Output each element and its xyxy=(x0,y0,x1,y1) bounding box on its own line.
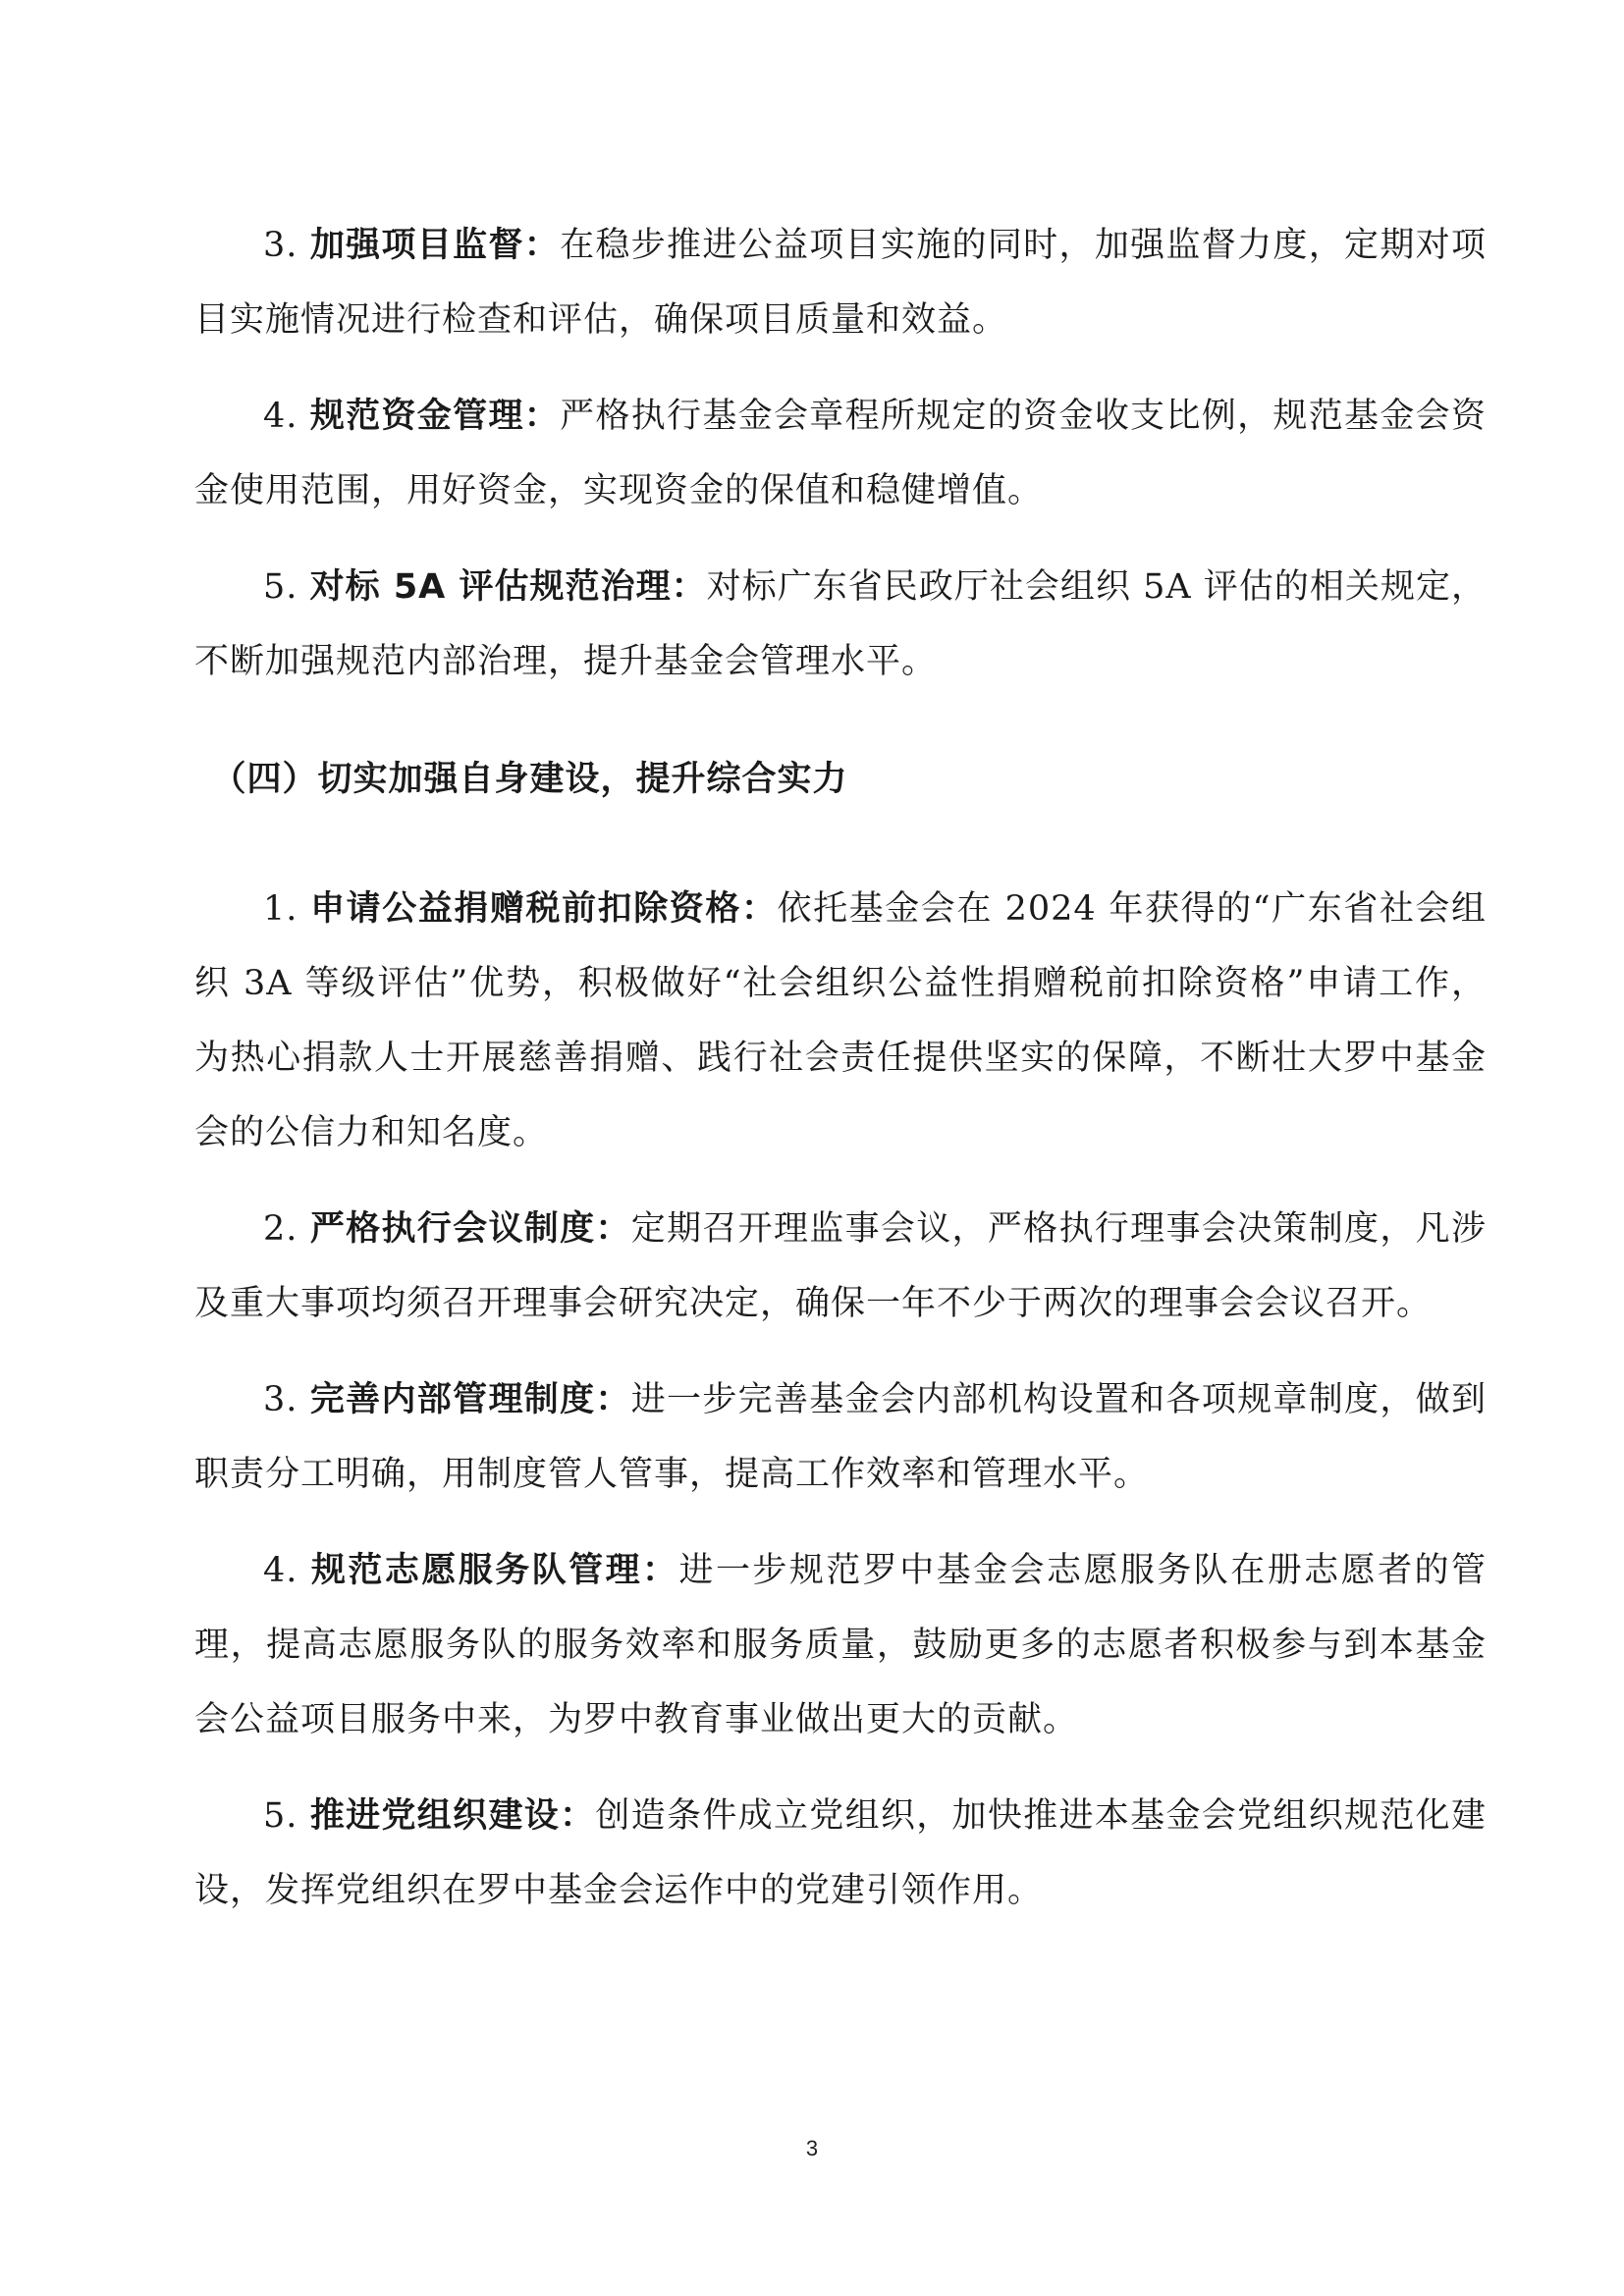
item-text: 依托基金会在 2024 年获得的“广东省社会组织 3A 等级评估”优势，积极做好“社会组织公益性捐赠税前扣除资格”申请工作，为热心捐款人士开展慈善捐赠、践行社会责任提供坚实的保障，不断壮大罗中基金会的公信力和知名度。 xyxy=(194,889,1487,1152)
list-item xyxy=(194,872,1487,1170)
section-heading: （四）切实加强自身建设，提升综合实力 xyxy=(211,760,848,799)
item-text: 在稳步推进公益项目实施的同时，加强监督力度，定期对项目实施情况进行检查和评估，确保项目质量和效益。 xyxy=(194,226,1487,340)
item-lead: 申请公益捐赠税前扣除资格： xyxy=(310,889,778,929)
item-text: 严格执行基金会章程所规定的资金收支比例，规范基金会资金使用范围，用好资金，实现资金的保值和稳健增值。 xyxy=(194,397,1487,510)
item-number: 3. xyxy=(263,1380,298,1419)
item-text: 对标广东省民政厅社会组织 5A 评估的相关规定，不断加强规范内部治理，提升基金会管理水平。 xyxy=(194,567,1487,681)
item-number: 2. xyxy=(263,1209,298,1249)
list-item xyxy=(194,1779,1487,1928)
item-text: 进一步规范罗中基金会志愿服务队在册志愿者的管理，提高志愿服务队的服务效率和服务质量，鼓励更多的志愿者积极参与到本基金会公益项目服务中来，为罗中教育事业做出更大的贡献。 xyxy=(194,1551,1487,1739)
item-text: 定期召开理监事会议，严格执行理事会决策制度，凡涉及重大事项均须召开理事会研究决定，确保一年不少于两次的理事会会议召开。 xyxy=(194,1209,1487,1323)
item-lead: 规范资金管理： xyxy=(309,397,561,436)
list-item xyxy=(194,550,1487,699)
item-number: 3. xyxy=(263,226,298,265)
item-lead: 加强项目监督： xyxy=(309,226,561,265)
list-item xyxy=(194,379,1487,528)
item-number: 1. xyxy=(263,889,298,929)
item-number: 4. xyxy=(263,1551,298,1590)
item-lead: 完善内部管理制度： xyxy=(309,1380,631,1419)
list-item xyxy=(194,1192,1487,1341)
list-item xyxy=(194,208,1487,357)
item-lead: 推进党组织建设： xyxy=(309,1796,596,1836)
item-number: 5. xyxy=(263,567,298,607)
item-lead: 对标 5A 评估规范治理： xyxy=(309,567,707,607)
list-item xyxy=(194,1362,1487,1512)
page-content xyxy=(194,208,1487,1949)
list-item xyxy=(194,1533,1487,1757)
item-number: 4. xyxy=(263,397,298,436)
item-text: 进一步完善基金会内部机构设置和各项规章制度，做到职责分工明确，用制度管人管事，提高工作效率和管理水平。 xyxy=(194,1380,1487,1494)
item-text: 创造条件成立党组织，加快推进本基金会党组织规范化建设，发挥党组织在罗中基金会运作中的党建引领作用。 xyxy=(194,1796,1487,1910)
item-lead: 严格执行会议制度： xyxy=(309,1209,631,1249)
item-lead: 规范志愿服务队管理： xyxy=(310,1551,679,1590)
page-number: 3 xyxy=(805,2136,819,2161)
item-number: 5. xyxy=(263,1796,298,1836)
